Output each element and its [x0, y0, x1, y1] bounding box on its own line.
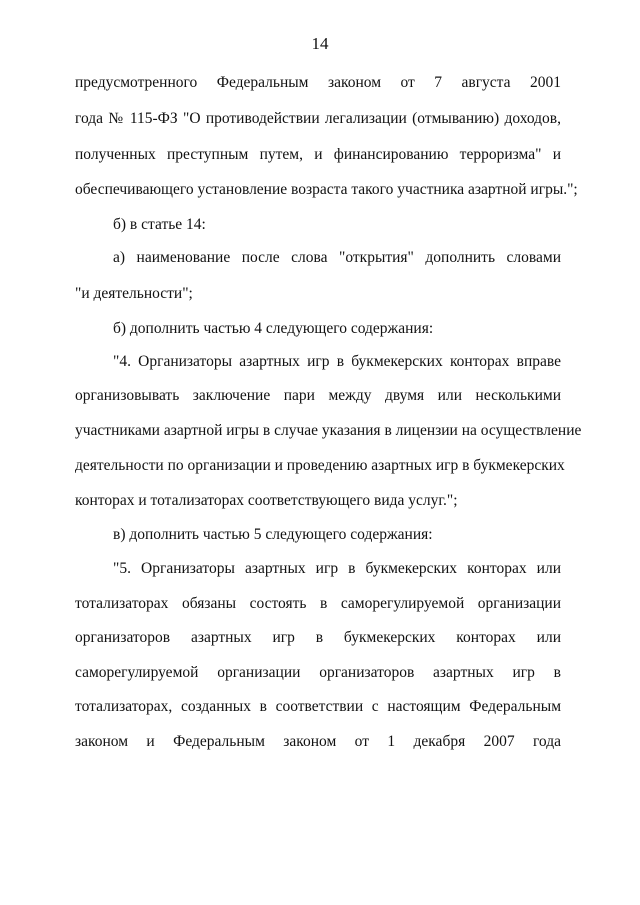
text-line: года № 115-ФЗ "О противодействии легализации (отмыванию) доходов, [75, 110, 561, 127]
text-line: б) дополнить частью 4 следующего содержания: [113, 320, 434, 337]
text-line: тотализаторах, созданных в соответствии с настоящим Федеральным [75, 698, 561, 715]
page-number: 14 [311, 34, 329, 53]
text-line: деятельности по организации и проведению азартных игр в букмекерских [75, 457, 565, 474]
text-line: организаторов азартных игр в букмекерских конторах или [75, 629, 561, 646]
text-line: б) в статье 14: [113, 216, 206, 233]
text-line: обеспечивающего установление возраста такого участника азартной игры."; [75, 181, 578, 198]
text-line: тотализаторах обязаны состоять в саморегулируемой организации [75, 595, 561, 612]
text-line: предусмотренного Федеральным законом от 7 августа 2001 [75, 74, 561, 91]
text-line: а) наименование после слова "открытия" дополнить словами [113, 249, 561, 266]
text-line: саморегулируемой организации организаторов азартных игр в [75, 664, 561, 681]
text-line: в) дополнить частью 5 следующего содержания: [113, 526, 433, 543]
text-line: организовывать заключение пари между двумя или несколькими [75, 387, 561, 404]
text-line: участниками азартной игры в случае указания в лицензии на осуществление [75, 422, 582, 439]
text-line: "и деятельности"; [75, 285, 193, 302]
text-line: законом и Федеральным законом от 1 декабря 2007 года [75, 733, 561, 750]
text-line: конторах и тотализаторах соответствующего вида услуг."; [75, 492, 458, 509]
text-line: полученных преступным путем, и финансированию терроризма" и [75, 146, 561, 163]
text-line: "5. Организаторы азартных игр в букмекерских конторах или [113, 560, 561, 577]
text-line: "4. Организаторы азартных игр в букмекерских конторах вправе [113, 353, 561, 370]
